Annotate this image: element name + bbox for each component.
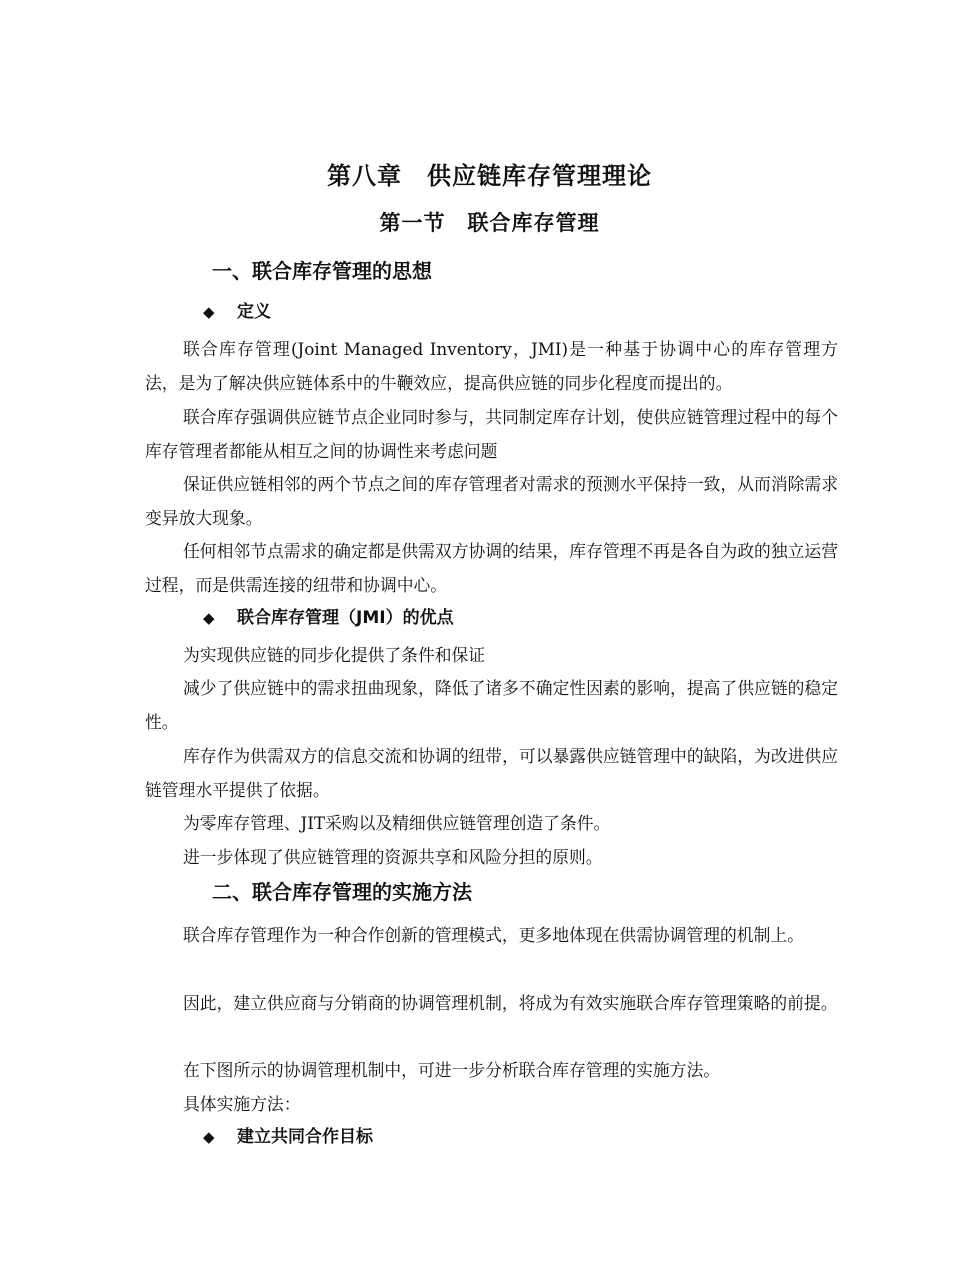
diamond-bullet-icon: ◆: [203, 609, 215, 627]
paragraph-advantage-defects: 库存作为供需双方的信息交流和协调的纽带，可以暴露供应链管理中的缺陷，为改进供应链管理水平提供了依据。: [145, 746, 838, 800]
paragraph-advantage-jit: 为零库存管理、JIT采购以及精细供应链管理创造了条件。: [183, 813, 611, 833]
paragraph-advantage-risk-sharing: 进一步体现了供应链管理的资源共享和风险分担的原则。: [183, 847, 603, 867]
paragraph-jmi-definition: 联合库存管理(Joint Managed Inventory，JMI)是一种基于协调中心的库存管理方法，是为了解决供应链体系中的牛鞭效应，提高供应链的同步化程度而提出的。: [145, 339, 838, 393]
heading-jmi-idea: 一、联合库存管理的思想: [212, 259, 432, 283]
bullet-definition-label: 定义: [237, 302, 271, 322]
paragraph-coordination-center: 任何相邻节点需求的确定都是供需双方协调的结果，库存管理不再是各自为政的独立运营过程，而是供需连接的纽带和协调中心。: [145, 541, 838, 595]
paragraph-joint-planning: 联合库存强调供应链节点企业同时参与，共同制定库存计划，使供应链管理过程中的每个库存管理者都能从相互之间的协调性来考虑问题: [145, 407, 838, 461]
bullet-advantages-label: 联合库存管理（JMI）的优点: [237, 608, 454, 628]
paragraph-coordination-mechanism: 因此，建立供应商与分销商的协调管理机制，将成为有效实施联合库存管理策略的前提。: [183, 993, 838, 1013]
paragraph-advantage-sync: 为实现供应链的同步化提供了条件和保证: [183, 645, 486, 665]
paragraph-advantage-stability: 减少了供应链中的需求扭曲现象，降低了诸多不确定性因素的影响，提高了供应链的稳定性。: [145, 678, 838, 732]
bullet-definition: [203, 297, 271, 327]
paragraph-methods-intro: 具体实施方法：: [183, 1094, 301, 1114]
paragraph-management-mode: 联合库存管理作为一种合作创新的管理模式，更多地体现在供需协调管理的机制上。: [183, 925, 804, 945]
bullet-common-goal-label: 建立共同合作目标: [237, 1127, 373, 1147]
section-title: 第一节 联合库存管理: [379, 211, 600, 235]
chapter-title: 第八章 供应链库存管理理论: [327, 162, 652, 190]
bullet-advantages: [203, 603, 454, 633]
heading-implementation: 二、联合库存管理的实施方法: [212, 880, 472, 904]
diamond-bullet-icon: ◆: [203, 1128, 215, 1146]
diamond-bullet-icon: ◆: [203, 303, 215, 321]
paragraph-forecast-consistency: 保证供应链相邻的两个节点之间的库存管理者对需求的预测水平保持一致，从而消除需求变异放大现象。: [145, 474, 838, 528]
bullet-common-goal: [203, 1122, 373, 1152]
paragraph-figure-reference: 在下图所示的协调管理机制中，可进一步分析联合库存管理的实施方法。: [183, 1060, 721, 1080]
